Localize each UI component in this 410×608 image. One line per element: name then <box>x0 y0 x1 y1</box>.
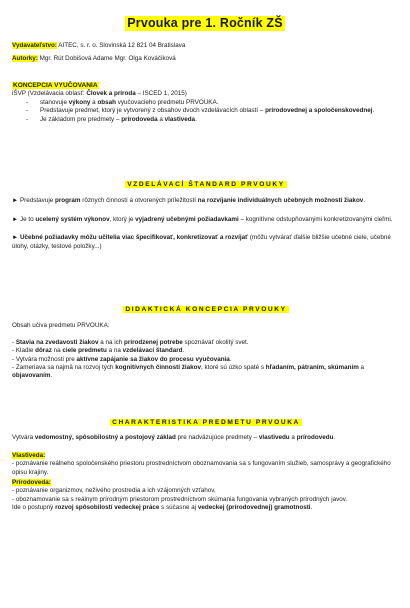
didactic-heading: DIDAKTICKÁ KONCEPCIA PRVOUKY <box>125 306 287 313</box>
document-title-text: Prvouka pre 1. Ročník ZŠ <box>127 16 283 30</box>
concept-heading: KONCEPCIA VYUČOVANIA <box>13 82 98 89</box>
characteristics-heading: CHARAKTERISTIKA PREDMETU PRVOUKA <box>112 419 300 426</box>
list-item: - Je základom pre predmety – prírodoveda a vlastiveda. <box>40 116 400 124</box>
standard-paragraph-2: ► Je to ucelený systém výkonov, ktorý je vyjadrený učebnými požiadavkami – kognitívne odstupňovanými konkretizovanými cieľmi. <box>12 215 393 223</box>
authors-value: Mgr. Rút Dobišová Adame Mgr. Olga Kováčiková <box>37 55 176 62</box>
list-item: - Predstavuje predmet, ktorý je vytvorený z obsahov dvoch vzdelávacích oblastí – prírodovednej a spoločenskovednej. <box>40 107 400 115</box>
authors-label: Autorky: <box>12 55 38 62</box>
standard-paragraph-3: ► Učebné požiadavky môžu učitelia viac špecifikovať, konkretizovať a rozvíjať (môžu vytvárať ďalšie bližšie učebné ciele, učebné úlohy, otázky, testové položky...) <box>12 234 391 250</box>
list-item: - Stavia na zvedavosti žiakov a na ich prirodzenej potrebe spoznávať okolitý svet. <box>12 338 249 346</box>
publisher-value: AITEC, s. r. o. Slovinská 12 821 04 Bratislava <box>56 42 186 49</box>
prirodoveda-label: Prírodoveda: <box>12 479 51 487</box>
authors-line <box>12 55 176 63</box>
concept-list <box>12 99 400 124</box>
didactic-intro: Obsah učiva predmetu PRVOUKA: <box>12 322 110 330</box>
standard-heading: VZDELÁVACÍ ŠTANDARD PRVOUKY <box>127 181 285 188</box>
list-item: - oboznamovanie sa s reálnym prírodným priestorom prostredníctvom skúmania fungovania vybraných prírodných javov. <box>12 495 348 503</box>
document-title <box>0 14 410 32</box>
list-item: - Zameriava sa najmä na rozvoj tých kognitívnych činností žiakov, ktoré sú úzko spaté s hľadaním, pátraním, skúmaním a objavovaním. <box>12 364 365 380</box>
concept-intro: iŠVP (Vzdelávacia oblasť: Človek a príroda – ISCED 1, 2015) <box>12 90 187 98</box>
list-item: - Vytvára možnosti pre aktívne zapájanie sa žiakov do procesu vyučovania. <box>12 355 232 363</box>
list-item: - Kladie dôraz na ciele predmetu a na vzdelávací štandard. <box>12 347 185 355</box>
didactic-section <box>12 306 400 381</box>
vlastiveda-text: - poznávanie reálneho spoločenského priestoru prostredníctvom oboznamovania sa s fungovaním služieb, samosprávy a geografického opisu krajiny. <box>12 460 391 476</box>
publisher-line <box>12 42 185 50</box>
characteristics-closing: Ide o postupný rozvoj spôsobilostí vedeckej práce s súčasne aj vedeckej (prírodovednej) gramotnosti. <box>12 504 313 512</box>
characteristics-paragraph: Vytvára vedomostný, spôsobilostný a postojový základ pre nadväzujúce predmety – vlastivedu a prírodovedu. <box>12 434 336 442</box>
list-item: - poznávanie organizmov, neživého prostredia a ich vzájomných vzťahov, <box>12 487 216 495</box>
concept-section <box>12 82 400 124</box>
characteristics-section <box>12 419 400 513</box>
list-item: - stanovuje výkony a obsah vyučovacieho predmetu PRVOUKA. <box>40 99 400 107</box>
standard-paragraph-1: ► Predstavuje program rôznych činností a otvorených príležitostí na rozvíjanie individuálnych učebných možností žiakov. <box>12 197 366 205</box>
standard-section <box>12 181 400 255</box>
publisher-label: Vydavateľstvo: <box>12 42 57 49</box>
vlastiveda-label: Vlastiveda: <box>12 451 46 459</box>
